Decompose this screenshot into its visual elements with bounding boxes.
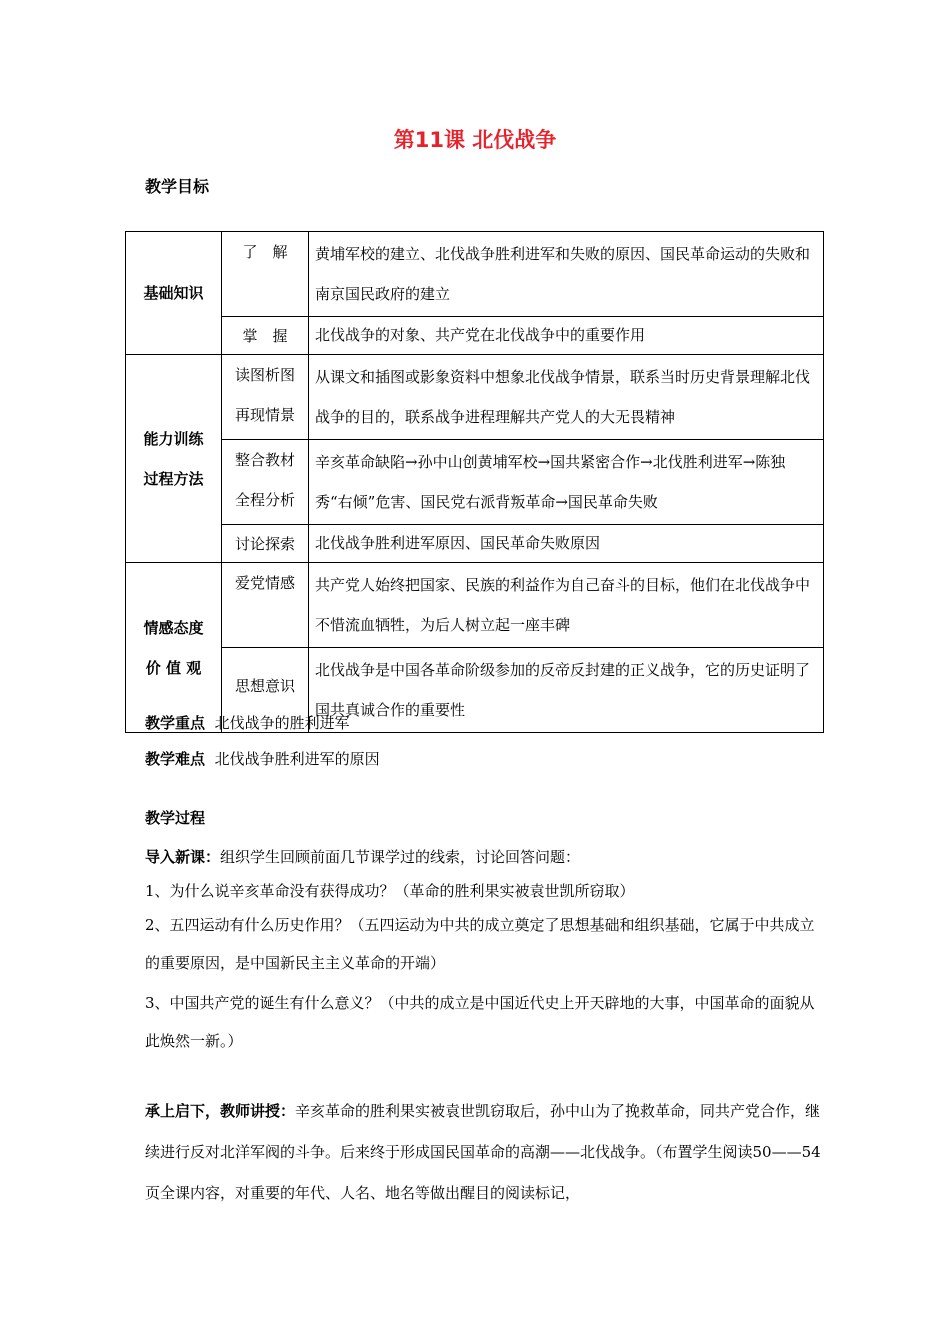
question-3: 3、中国共产党的诞生有什么意义？（中共的成立是中国近代史上开天辟地的大事，中国革命的面貌从此焕然一新。） xyxy=(145,994,815,1050)
category-knowledge: 基础知识 xyxy=(126,232,222,355)
transition-text: 辛亥革命的胜利果实被袁世凯窃取后，孙中山为了挽救革命，同共产党合作，继续进行反对北洋军阀的斗争。后来终于形成国民国革命的高潮——北伐战争。（布置学生阅读50——54页全课内容，对重要的年代、人名、地名等做出醒目的阅读标记， xyxy=(145,1102,821,1202)
level-discuss: 讨论探索 xyxy=(222,525,309,563)
intro-paragraph xyxy=(145,838,825,876)
table-row xyxy=(126,440,824,525)
level-ideology: 思想意识 xyxy=(222,648,309,733)
level-understand: 了 解 xyxy=(222,232,309,317)
table-row xyxy=(126,232,824,317)
level-read-map xyxy=(222,355,309,440)
table-row xyxy=(126,525,824,563)
level-master: 掌 握 xyxy=(222,317,309,355)
category-emotion-line2: 价 值 观 xyxy=(145,658,202,677)
level-integrate-line1: 整合教材 xyxy=(234,451,295,469)
intro-label: 导入新课： xyxy=(145,848,221,866)
content-master: 北伐战争的对象、共产党在北伐战争中的重要作用 xyxy=(309,317,824,355)
level-love-party: 爱党情感 xyxy=(222,563,309,648)
difficult-point xyxy=(145,740,825,778)
category-ability-line1: 能力训练 xyxy=(143,429,204,448)
key-point-text: 北伐战争的胜利进军 xyxy=(214,714,350,732)
objectives-table xyxy=(125,231,824,733)
objectives-heading: 教学目标 xyxy=(145,177,210,196)
key-point-label: 教学重点 xyxy=(145,714,206,732)
transition-label: 承上启下，教师讲授： xyxy=(145,1102,296,1120)
intro-text: 组织学生回顾前面几节课学过的线索，讨论回答问题： xyxy=(220,848,581,866)
lesson-title: 第11课 北伐战争 xyxy=(393,128,557,152)
content-love-party: 共产党人始终把国家、民族的利益作为自己奋斗的目标，他们在北伐战争中不惜流血牺牲，为后人树立起一座丰碑 xyxy=(309,563,824,648)
category-ability-line2: 过程方法 xyxy=(143,469,204,488)
category-emotion-line1: 情感态度 xyxy=(143,618,204,637)
process-heading: 教学过程 xyxy=(145,809,206,827)
level-integrate xyxy=(222,440,309,525)
level-read-map-line1: 读图析图 xyxy=(234,366,295,384)
content-understand: 黄埔军校的建立、北伐战争胜利进军和失败的原因、国民革命运动的失败和南京国民政府的建立 xyxy=(309,232,824,317)
table-row xyxy=(126,317,824,355)
question-1: 1、为什么说辛亥革命没有获得成功？（革命的胜利果实被袁世凯所窃取） xyxy=(145,882,635,900)
content-read-map: 从课文和插图或影象资料中想象北伐战争情景，联系当时历史背景理解北伐战争的目的，联系战争进程理解共产党人的大无畏精神 xyxy=(309,355,824,440)
content-ideology: 北伐战争是中国各革命阶级参加的反帝反封建的正义战争，它的历史证明了国共真诚合作的重要性 xyxy=(309,648,824,733)
key-point xyxy=(145,704,825,742)
table-row xyxy=(126,355,824,440)
table-row xyxy=(126,563,824,648)
difficult-point-label: 教学难点 xyxy=(145,750,206,768)
level-integrate-line2: 全程分析 xyxy=(234,491,295,509)
difficult-point-text: 北伐战争胜利进军的原因 xyxy=(214,750,380,768)
content-integrate: 辛亥革命缺陷→孙中山创黄埔军校→国共紧密合作→北伐胜利进军→陈独秀“右倾”危害、国民党右派背叛革命→国民革命失败 xyxy=(309,440,824,525)
transition-paragraph xyxy=(145,1091,825,1214)
content-discuss: 北伐战争胜利进军原因、国民革命失败原因 xyxy=(309,525,824,563)
question-2: 2、五四运动有什么历史作用？（五四运动为中共的成立奠定了思想基础和组织基础，它属于中共成立的重要原因，是中国新民主主义革命的开端） xyxy=(145,916,815,972)
level-read-map-line2: 再现情景 xyxy=(234,406,295,424)
category-ability xyxy=(126,355,222,563)
